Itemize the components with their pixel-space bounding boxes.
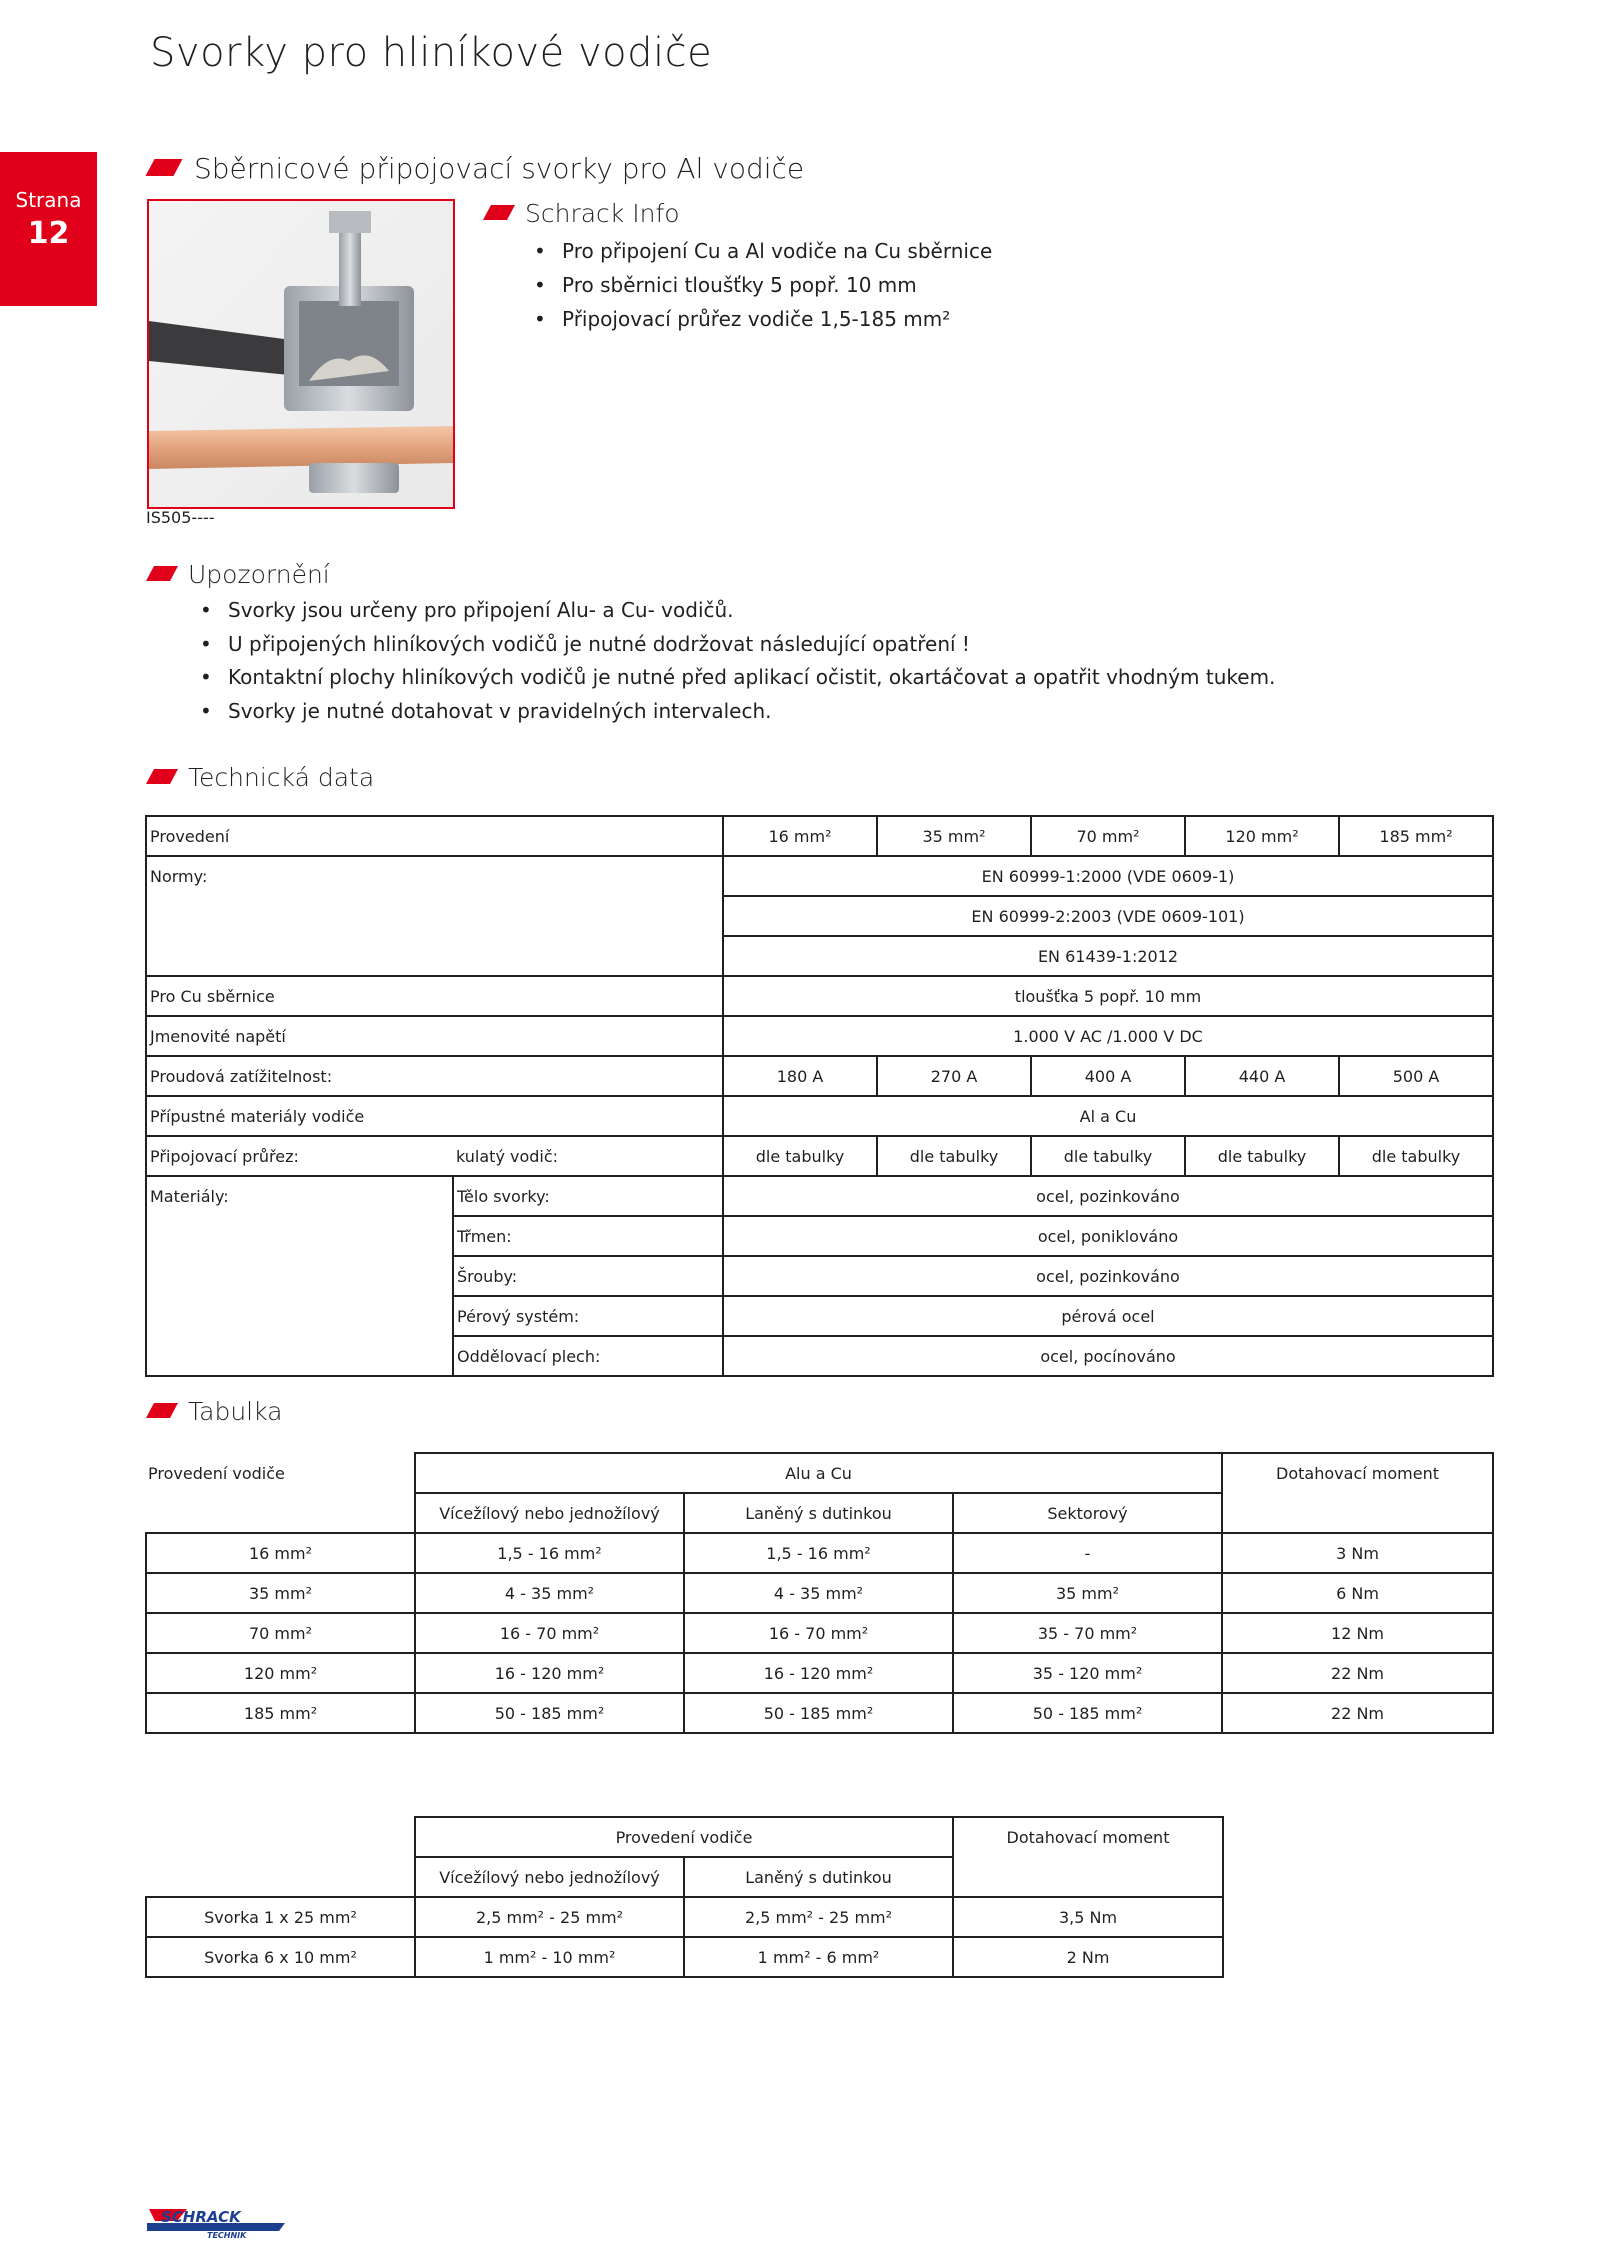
section-heading-main [150, 152, 804, 185]
list-item: • Pro připojení Cu a Al vodiče na Cu sběrnice [532, 234, 992, 268]
image-caption: IS505---- [146, 508, 215, 527]
row-sublabel: kulatý vodič: [453, 1136, 723, 1176]
table-cell: 500 A [1339, 1056, 1493, 1096]
info-list [532, 234, 992, 336]
table-cell: ocel, poniklováno [723, 1216, 1493, 1256]
schrack-logo-icon [147, 2207, 287, 2239]
header-cell: Sektorový [953, 1493, 1222, 1533]
table-cell: 120 mm² [146, 1653, 415, 1693]
warning-list [198, 594, 1275, 728]
table-cell: - [953, 1533, 1222, 1573]
row-label: Materiály: [146, 1176, 453, 1376]
table-cell: 16 mm² [146, 1533, 415, 1573]
table-row [146, 1573, 1493, 1613]
table-cell: Al a Cu [723, 1096, 1493, 1136]
table-cell: 2,5 mm² - 25 mm² [684, 1897, 953, 1937]
header-cell [953, 1857, 1223, 1897]
table-row [146, 1176, 1493, 1216]
table-cell: Svorka 1 x 25 mm² [146, 1897, 415, 1937]
row-label: Jmenovité napětí [146, 1016, 723, 1056]
table-row [146, 1817, 1223, 1857]
table-cell: 1 mm² - 6 mm² [684, 1937, 953, 1977]
section-title: Sběrnicové připojovací svorky pro Al vodiče [194, 152, 805, 185]
tech-title: Technická data [188, 763, 375, 792]
table-row [146, 1897, 1223, 1937]
table-row [146, 1016, 1493, 1056]
list-item: • Kontaktní plochy hliníkových vodičů je nutné před aplikací očistit, okartáčovat a opatřit vhodným tukem. [198, 661, 1275, 695]
header-cell [1222, 1493, 1493, 1533]
table-cell: dle tabulky [1031, 1136, 1185, 1176]
page-tab-label: Strana [15, 188, 82, 212]
info-heading [487, 199, 680, 228]
table-cell: dle tabulky [1339, 1136, 1493, 1176]
header-cell [146, 1817, 415, 1857]
section-marker-icon [146, 769, 178, 784]
table-cell: 50 - 185 mm² [953, 1693, 1222, 1733]
table-cell: 120 mm² [1185, 816, 1339, 856]
page-number-tab [0, 152, 97, 306]
row-sublabel: Tělo svorky: [453, 1176, 723, 1216]
table-row [146, 1136, 1493, 1176]
table-cell: 400 A [1031, 1056, 1185, 1096]
row-label: Provedení [146, 816, 723, 856]
header-cell: Provedení vodiče [415, 1817, 953, 1857]
logo-subtext: TECHNIK [207, 2231, 247, 2239]
row-label: Přípustné materiály vodiče [146, 1096, 723, 1136]
table-cell: 1,5 - 16 mm² [684, 1533, 953, 1573]
row-sublabel: Pérový systém: [453, 1296, 723, 1336]
table-row [146, 816, 1493, 856]
table-cell: ocel, pozinkováno [723, 1176, 1493, 1216]
list-item: • Svorky jsou určeny pro připojení Alu- a Cu- vodičů. [198, 594, 1275, 628]
table-cell: 22 Nm [1222, 1653, 1493, 1693]
row-label: Připojovací průřez: [146, 1136, 453, 1176]
warning-heading [150, 560, 330, 589]
page-title: Svorky pro hliníkové vodiče [150, 30, 713, 76]
table-cell: 185 mm² [1339, 816, 1493, 856]
table-row [146, 1937, 1223, 1977]
table-cell: 270 A [877, 1056, 1031, 1096]
warning-title: Upozornění [188, 560, 330, 589]
list-item: • U připojených hliníkových vodičů je nutné dodržovat následující opatření ! [198, 628, 1275, 662]
table-cell: 4 - 35 mm² [684, 1573, 953, 1613]
info-title: Schrack Info [525, 199, 680, 228]
header-cell: Vícežílový nebo jednožílový [415, 1857, 684, 1897]
table-row [146, 1613, 1493, 1653]
table-cell: 16 - 70 mm² [684, 1613, 953, 1653]
table-cell: 2,5 mm² - 25 mm² [415, 1897, 684, 1937]
table-cell: dle tabulky [877, 1136, 1031, 1176]
header-cell: Laněný s dutinkou [684, 1857, 953, 1897]
table-cell: 1,5 - 16 mm² [415, 1533, 684, 1573]
table-row [146, 1693, 1493, 1733]
list-item: • Pro sběrnici tloušťky 5 popř. 10 mm [532, 268, 992, 302]
header-cell: Dotahovací moment [1222, 1453, 1493, 1493]
row-sublabel: Oddělovací plech: [453, 1336, 723, 1376]
table-cell: 16 mm² [723, 816, 877, 856]
table-row [146, 976, 1493, 1016]
table-cell: 50 - 185 mm² [684, 1693, 953, 1733]
tabulka-title: Tabulka [188, 1397, 283, 1426]
table-cell: 35 - 120 mm² [953, 1653, 1222, 1693]
row-sublabel: Šrouby: [453, 1256, 723, 1296]
table-cell: 1 mm² - 10 mm² [415, 1937, 684, 1977]
table-cell: dle tabulky [1185, 1136, 1339, 1176]
section-marker-icon [146, 566, 178, 581]
header-cell: Laněný s dutinkou [684, 1493, 953, 1533]
row-label: Pro Cu sběrnice [146, 976, 723, 1016]
header-cell: Alu a Cu [415, 1453, 1222, 1493]
table-cell: 22 Nm [1222, 1693, 1493, 1733]
product-photo [147, 199, 455, 509]
header-cell [146, 1857, 415, 1897]
table-row [146, 1493, 1493, 1533]
tech-data-table [145, 815, 1494, 1377]
table-cell: 3,5 Nm [953, 1897, 1223, 1937]
table-cell: 4 - 35 mm² [415, 1573, 684, 1613]
table-cell: 6 Nm [1222, 1573, 1493, 1613]
table-row [146, 1096, 1493, 1136]
table-cell: 16 - 120 mm² [684, 1653, 953, 1693]
table-cell: dle tabulky [723, 1136, 877, 1176]
schrack-logo [147, 2207, 287, 2239]
table-cell: 35 mm² [146, 1573, 415, 1613]
table-cell: ocel, pozinkováno [723, 1256, 1493, 1296]
busbar-clamp-image [149, 201, 453, 507]
table-cell: Svorka 6 x 10 mm² [146, 1937, 415, 1977]
table-cell: EN 61439-1:2012 [723, 936, 1493, 976]
table-cell: 50 - 185 mm² [415, 1693, 684, 1733]
table-cell: ocel, pocínováno [723, 1336, 1493, 1376]
tabulka-table [145, 1452, 1494, 1734]
row-sublabel: Třmen: [453, 1216, 723, 1256]
table-cell: 1.000 V AC /1.000 V DC [723, 1016, 1493, 1056]
table-cell: 440 A [1185, 1056, 1339, 1096]
table-row [146, 1453, 1493, 1493]
tabulka-heading [150, 1397, 282, 1426]
logo-text: SCHRACK [161, 2208, 241, 2226]
header-cell: Dotahovací moment [953, 1817, 1223, 1857]
table-cell: 35 mm² [953, 1573, 1222, 1613]
tech-heading [150, 763, 374, 792]
table-cell: 35 - 70 mm² [953, 1613, 1222, 1653]
list-item: • Připojovací průřez vodiče 1,5-185 mm² [532, 302, 992, 336]
table-cell: EN 60999-2:2003 (VDE 0609-101) [723, 896, 1493, 936]
table-cell: 2 Nm [953, 1937, 1223, 1977]
table-cell: 16 - 120 mm² [415, 1653, 684, 1693]
row-label: Normy: [146, 856, 723, 976]
table-cell: 3 Nm [1222, 1533, 1493, 1573]
header-cell [146, 1493, 415, 1533]
table-cell: EN 60999-1:2000 (VDE 0609-1) [723, 856, 1493, 896]
page-number: 12 [27, 216, 70, 251]
table-cell: 70 mm² [1031, 816, 1185, 856]
table-row [146, 856, 1493, 896]
table-row [146, 1533, 1493, 1573]
table-cell: pérová ocel [723, 1296, 1493, 1336]
table-cell: 180 A [723, 1056, 877, 1096]
table-cell: 185 mm² [146, 1693, 415, 1733]
section-marker-icon [483, 205, 515, 220]
table-cell: 70 mm² [146, 1613, 415, 1653]
section-marker-icon [146, 1403, 178, 1418]
table-cell: 16 - 70 mm² [415, 1613, 684, 1653]
table-cell: 12 Nm [1222, 1613, 1493, 1653]
table-cell: tloušťka 5 popř. 10 mm [723, 976, 1493, 1016]
table-row [146, 1857, 1223, 1897]
section-marker-icon [145, 159, 182, 176]
table-row [146, 1056, 1493, 1096]
header-cell: Provedení vodiče [148, 1463, 285, 1483]
list-item: • Svorky je nutné dotahovat v pravidelných intervalech. [198, 695, 1275, 729]
header-cell: Vícežílový nebo jednožílový [415, 1493, 684, 1533]
table-cell: 35 mm² [877, 816, 1031, 856]
tabulka2-table [145, 1816, 1224, 1978]
row-label: Proudová zatížitelnost: [146, 1056, 723, 1096]
table-row [146, 1653, 1493, 1693]
